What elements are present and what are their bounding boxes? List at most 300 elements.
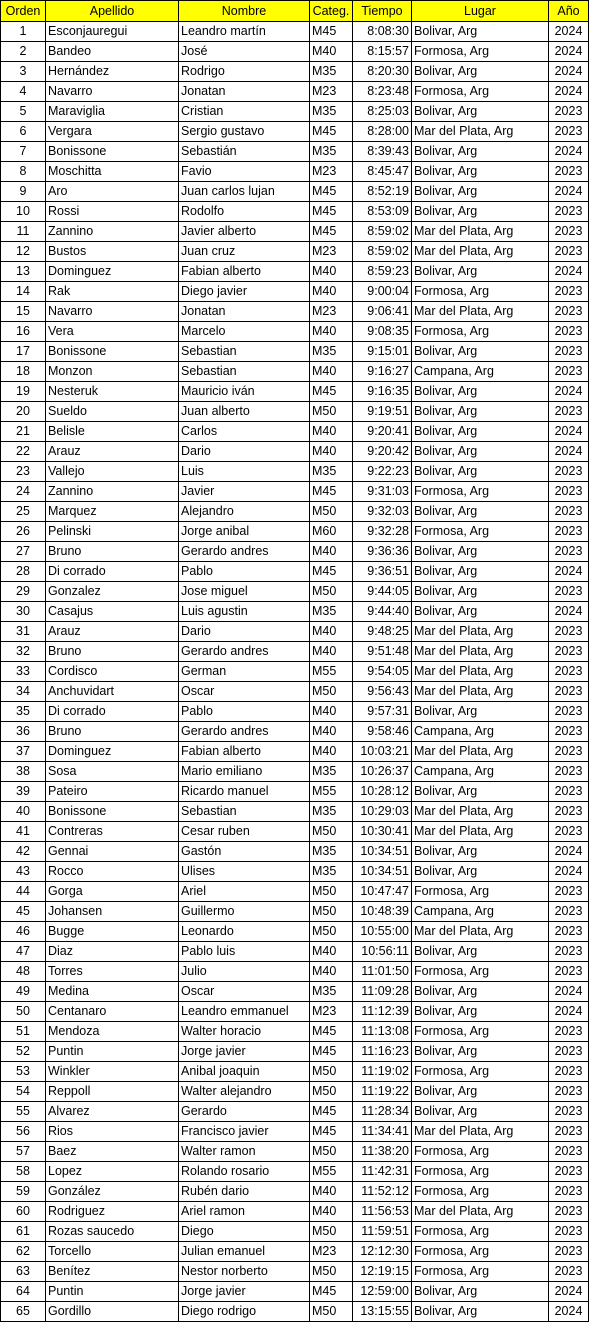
cell-apellido: Rocco xyxy=(46,862,179,882)
cell-anio: 2023 xyxy=(549,722,589,742)
cell-categoria: M40 xyxy=(310,742,353,762)
cell-nombre: Javier xyxy=(179,482,310,502)
cell-tiempo: 8:45:47 xyxy=(353,162,412,182)
table-row xyxy=(1,22,589,42)
table-row xyxy=(1,1242,589,1262)
cell-orden: 6 xyxy=(1,122,46,142)
cell-orden: 1 xyxy=(1,22,46,42)
cell-apellido: Winkler xyxy=(46,1062,179,1082)
cell-nombre: Nestor norberto xyxy=(179,1262,310,1282)
cell-tiempo: 10:34:51 xyxy=(353,842,412,862)
cell-tiempo: 9:44:40 xyxy=(353,602,412,622)
cell-nombre: Mauricio iván xyxy=(179,382,310,402)
cell-lugar: Bolivar, Arg xyxy=(412,842,549,862)
cell-tiempo: 12:59:00 xyxy=(353,1282,412,1302)
table-row xyxy=(1,322,589,342)
cell-apellido: Gennai xyxy=(46,842,179,862)
cell-orden: 38 xyxy=(1,762,46,782)
cell-apellido: Baez xyxy=(46,1142,179,1162)
cell-anio: 2023 xyxy=(549,222,589,242)
cell-categoria: M55 xyxy=(310,662,353,682)
cell-tiempo: 8:59:23 xyxy=(353,262,412,282)
cell-tiempo: 10:34:51 xyxy=(353,862,412,882)
cell-tiempo: 11:34:41 xyxy=(353,1122,412,1142)
cell-orden: 48 xyxy=(1,962,46,982)
cell-categoria: M40 xyxy=(310,322,353,342)
cell-orden: 63 xyxy=(1,1262,46,1282)
cell-apellido: Aro xyxy=(46,182,179,202)
cell-nombre: Julian emanuel xyxy=(179,1242,310,1262)
cell-categoria: M45 xyxy=(310,1102,353,1122)
cell-categoria: M23 xyxy=(310,242,353,262)
cell-orden: 39 xyxy=(1,782,46,802)
cell-lugar: Formosa, Arg xyxy=(412,1182,549,1202)
cell-lugar: Bolivar, Arg xyxy=(412,862,549,882)
table-row xyxy=(1,1162,589,1182)
cell-anio: 2024 xyxy=(549,382,589,402)
cell-tiempo: 10:48:39 xyxy=(353,902,412,922)
cell-anio: 2024 xyxy=(549,62,589,82)
cell-lugar: Bolivar, Arg xyxy=(412,182,549,202)
cell-tiempo: 13:15:55 xyxy=(353,1302,412,1322)
cell-orden: 13 xyxy=(1,262,46,282)
cell-anio: 2023 xyxy=(549,662,589,682)
cell-nombre: Leandro emmanuel xyxy=(179,1002,310,1022)
cell-categoria: M40 xyxy=(310,1182,353,1202)
cell-lugar: Campana, Arg xyxy=(412,762,549,782)
cell-anio: 2023 xyxy=(549,962,589,982)
cell-nombre: Sebastian xyxy=(179,362,310,382)
cell-apellido: González xyxy=(46,1182,179,1202)
cell-orden: 43 xyxy=(1,862,46,882)
cell-orden: 28 xyxy=(1,562,46,582)
cell-apellido: Benítez xyxy=(46,1262,179,1282)
cell-tiempo: 9:44:05 xyxy=(353,582,412,602)
table-row xyxy=(1,42,589,62)
cell-orden: 3 xyxy=(1,62,46,82)
cell-apellido: Bugge xyxy=(46,922,179,942)
cell-nombre: Jonatan xyxy=(179,82,310,102)
cell-categoria: M35 xyxy=(310,102,353,122)
table-row xyxy=(1,1302,589,1322)
cell-lugar: Bolivar, Arg xyxy=(412,422,549,442)
cell-orden: 24 xyxy=(1,482,46,502)
cell-orden: 60 xyxy=(1,1202,46,1222)
table-row xyxy=(1,342,589,362)
table-body xyxy=(1,22,589,1322)
cell-anio: 2023 xyxy=(549,942,589,962)
cell-categoria: M50 xyxy=(310,902,353,922)
cell-apellido: Marquez xyxy=(46,502,179,522)
cell-orden: 30 xyxy=(1,602,46,622)
cell-anio: 2023 xyxy=(549,462,589,482)
cell-apellido: Cordisco xyxy=(46,662,179,682)
cell-orden: 18 xyxy=(1,362,46,382)
cell-anio: 2024 xyxy=(549,262,589,282)
cell-nombre: Rubén dario xyxy=(179,1182,310,1202)
cell-nombre: Anibal joaquin xyxy=(179,1062,310,1082)
cell-anio: 2023 xyxy=(549,482,589,502)
table-row xyxy=(1,422,589,442)
cell-apellido: Di corrado xyxy=(46,562,179,582)
cell-orden: 51 xyxy=(1,1022,46,1042)
cell-categoria: M23 xyxy=(310,302,353,322)
table-row xyxy=(1,1042,589,1062)
cell-categoria: M35 xyxy=(310,762,353,782)
cell-nombre: Luis xyxy=(179,462,310,482)
table-row xyxy=(1,1082,589,1102)
table-row xyxy=(1,1142,589,1162)
cell-categoria: M35 xyxy=(310,342,353,362)
cell-tiempo: 9:06:41 xyxy=(353,302,412,322)
cell-apellido: Lopez xyxy=(46,1162,179,1182)
cell-nombre: Fabian alberto xyxy=(179,742,310,762)
cell-orden: 10 xyxy=(1,202,46,222)
cell-apellido: Rak xyxy=(46,282,179,302)
cell-tiempo: 11:01:50 xyxy=(353,962,412,982)
cell-apellido: Navarro xyxy=(46,302,179,322)
cell-nombre: Jorge anibal xyxy=(179,522,310,542)
table-row xyxy=(1,582,589,602)
cell-orden: 59 xyxy=(1,1182,46,1202)
cell-categoria: M45 xyxy=(310,562,353,582)
cell-anio: 2023 xyxy=(549,742,589,762)
cell-tiempo: 8:20:30 xyxy=(353,62,412,82)
cell-anio: 2023 xyxy=(549,342,589,362)
cell-apellido: Pateiro xyxy=(46,782,179,802)
cell-orden: 56 xyxy=(1,1122,46,1142)
table-row xyxy=(1,942,589,962)
cell-anio: 2024 xyxy=(549,982,589,1002)
cell-categoria: M40 xyxy=(310,722,353,742)
cell-lugar: Mar del Plata, Arg xyxy=(412,802,549,822)
table-row xyxy=(1,502,589,522)
cell-lugar: Bolivar, Arg xyxy=(412,942,549,962)
cell-nombre: Julio xyxy=(179,962,310,982)
cell-tiempo: 8:23:48 xyxy=(353,82,412,102)
cell-tiempo: 9:31:03 xyxy=(353,482,412,502)
cell-categoria: M40 xyxy=(310,1202,353,1222)
cell-nombre: Dario xyxy=(179,442,310,462)
cell-tiempo: 9:51:48 xyxy=(353,642,412,662)
cell-tiempo: 9:58:46 xyxy=(353,722,412,742)
cell-categoria: M50 xyxy=(310,922,353,942)
cell-nombre: Sebastián xyxy=(179,142,310,162)
table-row xyxy=(1,802,589,822)
table-row xyxy=(1,382,589,402)
cell-lugar: Bolivar, Arg xyxy=(412,582,549,602)
cell-lugar: Bolivar, Arg xyxy=(412,1042,549,1062)
cell-tiempo: 11:09:28 xyxy=(353,982,412,1002)
cell-tiempo: 8:28:00 xyxy=(353,122,412,142)
cell-anio: 2023 xyxy=(549,802,589,822)
table-row xyxy=(1,242,589,262)
cell-anio: 2023 xyxy=(549,1022,589,1042)
table-row xyxy=(1,722,589,742)
cell-nombre: José xyxy=(179,42,310,62)
cell-orden: 14 xyxy=(1,282,46,302)
table-row xyxy=(1,982,589,1002)
cell-categoria: M40 xyxy=(310,642,353,662)
cell-nombre: Diego xyxy=(179,1222,310,1242)
cell-apellido: Zannino xyxy=(46,222,179,242)
cell-tiempo: 9:22:23 xyxy=(353,462,412,482)
cell-categoria: M40 xyxy=(310,362,353,382)
cell-lugar: Formosa, Arg xyxy=(412,962,549,982)
cell-nombre: Gerardo andres xyxy=(179,542,310,562)
cell-anio: 2023 xyxy=(549,1102,589,1122)
cell-anio: 2023 xyxy=(549,1042,589,1062)
cell-orden: 42 xyxy=(1,842,46,862)
cell-anio: 2023 xyxy=(549,1182,589,1202)
cell-orden: 49 xyxy=(1,982,46,1002)
cell-nombre: Oscar xyxy=(179,682,310,702)
cell-apellido: Esconjauregui xyxy=(46,22,179,42)
cell-tiempo: 8:08:30 xyxy=(353,22,412,42)
table-row xyxy=(1,642,589,662)
cell-tiempo: 8:15:57 xyxy=(353,42,412,62)
cell-anio: 2023 xyxy=(549,642,589,662)
cell-anio: 2024 xyxy=(549,1302,589,1322)
table-row xyxy=(1,122,589,142)
cell-anio: 2023 xyxy=(549,362,589,382)
cell-anio: 2023 xyxy=(549,522,589,542)
cell-nombre: Luis agustin xyxy=(179,602,310,622)
table-row xyxy=(1,1022,589,1042)
cell-orden: 62 xyxy=(1,1242,46,1262)
table-row xyxy=(1,902,589,922)
cell-lugar: Formosa, Arg xyxy=(412,282,549,302)
cell-lugar: Mar del Plata, Arg xyxy=(412,1122,549,1142)
table-row xyxy=(1,62,589,82)
cell-lugar: Formosa, Arg xyxy=(412,322,549,342)
cell-nombre: Cesar ruben xyxy=(179,822,310,842)
cell-anio: 2024 xyxy=(549,1282,589,1302)
cell-anio: 2023 xyxy=(549,502,589,522)
cell-nombre: Jorge javier xyxy=(179,1282,310,1302)
table-row xyxy=(1,82,589,102)
header-apellido: Apellido xyxy=(46,1,179,22)
cell-tiempo: 11:38:20 xyxy=(353,1142,412,1162)
cell-orden: 26 xyxy=(1,522,46,542)
cell-lugar: Mar del Plata, Arg xyxy=(412,642,549,662)
cell-apellido: Vergara xyxy=(46,122,179,142)
cell-tiempo: 9:08:35 xyxy=(353,322,412,342)
header-tiempo: Tiempo xyxy=(353,1,412,22)
cell-orden: 21 xyxy=(1,422,46,442)
cell-tiempo: 11:16:23 xyxy=(353,1042,412,1062)
table-row xyxy=(1,162,589,182)
cell-tiempo: 12:12:30 xyxy=(353,1242,412,1262)
cell-tiempo: 8:25:03 xyxy=(353,102,412,122)
cell-apellido: Gorga xyxy=(46,882,179,902)
cell-lugar: Bolivar, Arg xyxy=(412,542,549,562)
table-row xyxy=(1,662,589,682)
cell-lugar: Bolivar, Arg xyxy=(412,782,549,802)
cell-apellido: Diaz xyxy=(46,942,179,962)
cell-orden: 64 xyxy=(1,1282,46,1302)
cell-anio: 2023 xyxy=(549,1242,589,1262)
cell-orden: 65 xyxy=(1,1302,46,1322)
cell-anio: 2024 xyxy=(549,442,589,462)
cell-tiempo: 11:19:22 xyxy=(353,1082,412,1102)
table-row xyxy=(1,1182,589,1202)
cell-lugar: Bolivar, Arg xyxy=(412,1002,549,1022)
cell-orden: 25 xyxy=(1,502,46,522)
cell-apellido: Di corrado xyxy=(46,702,179,722)
cell-categoria: M45 xyxy=(310,182,353,202)
cell-nombre: Carlos xyxy=(179,422,310,442)
cell-apellido: Nesteruk xyxy=(46,382,179,402)
cell-apellido: Rios xyxy=(46,1122,179,1142)
table-row xyxy=(1,482,589,502)
cell-apellido: Bruno xyxy=(46,642,179,662)
cell-apellido: Rossi xyxy=(46,202,179,222)
cell-nombre: Walter horacio xyxy=(179,1022,310,1042)
cell-orden: 34 xyxy=(1,682,46,702)
cell-anio: 2024 xyxy=(549,42,589,62)
cell-anio: 2023 xyxy=(549,1082,589,1102)
cell-anio: 2023 xyxy=(549,202,589,222)
table-row xyxy=(1,462,589,482)
cell-lugar: Formosa, Arg xyxy=(412,522,549,542)
cell-apellido: Reppoll xyxy=(46,1082,179,1102)
cell-categoria: M50 xyxy=(310,682,353,702)
cell-apellido: Anchuvidart xyxy=(46,682,179,702)
cell-lugar: Campana, Arg xyxy=(412,722,549,742)
cell-lugar: Bolivar, Arg xyxy=(412,62,549,82)
cell-apellido: Gonzalez xyxy=(46,582,179,602)
cell-tiempo: 11:52:12 xyxy=(353,1182,412,1202)
cell-orden: 52 xyxy=(1,1042,46,1062)
cell-tiempo: 9:15:01 xyxy=(353,342,412,362)
cell-orden: 61 xyxy=(1,1222,46,1242)
cell-anio: 2024 xyxy=(549,82,589,102)
cell-anio: 2023 xyxy=(549,822,589,842)
cell-lugar: Bolivar, Arg xyxy=(412,142,549,162)
cell-apellido: Vera xyxy=(46,322,179,342)
cell-tiempo: 9:57:31 xyxy=(353,702,412,722)
cell-orden: 2 xyxy=(1,42,46,62)
cell-lugar: Mar del Plata, Arg xyxy=(412,1202,549,1222)
cell-orden: 16 xyxy=(1,322,46,342)
cell-apellido: Dominguez xyxy=(46,262,179,282)
table-row xyxy=(1,362,589,382)
table-row xyxy=(1,822,589,842)
table-row xyxy=(1,402,589,422)
cell-tiempo: 8:53:09 xyxy=(353,202,412,222)
cell-orden: 23 xyxy=(1,462,46,482)
cell-orden: 7 xyxy=(1,142,46,162)
cell-categoria: M45 xyxy=(310,1042,353,1062)
cell-lugar: Mar del Plata, Arg xyxy=(412,622,549,642)
cell-anio: 2023 xyxy=(549,1262,589,1282)
cell-categoria: M23 xyxy=(310,82,353,102)
cell-nombre: Leonardo xyxy=(179,922,310,942)
cell-apellido: Bonissone xyxy=(46,342,179,362)
header-orden: Orden xyxy=(1,1,46,22)
cell-categoria: M35 xyxy=(310,462,353,482)
cell-apellido: Bruno xyxy=(46,542,179,562)
cell-apellido: Bonissone xyxy=(46,142,179,162)
cell-tiempo: 10:03:21 xyxy=(353,742,412,762)
cell-anio: 2024 xyxy=(549,862,589,882)
cell-orden: 35 xyxy=(1,702,46,722)
cell-anio: 2023 xyxy=(549,702,589,722)
cell-orden: 57 xyxy=(1,1142,46,1162)
cell-lugar: Bolivar, Arg xyxy=(412,1302,549,1322)
cell-tiempo: 11:19:02 xyxy=(353,1062,412,1082)
cell-tiempo: 10:30:41 xyxy=(353,822,412,842)
cell-categoria: M45 xyxy=(310,122,353,142)
table-row xyxy=(1,102,589,122)
cell-apellido: Sosa xyxy=(46,762,179,782)
cell-nombre: Pablo luis xyxy=(179,942,310,962)
cell-anio: 2023 xyxy=(549,322,589,342)
cell-lugar: Bolivar, Arg xyxy=(412,1102,549,1122)
cell-nombre: Diego rodrigo xyxy=(179,1302,310,1322)
cell-anio: 2023 xyxy=(549,1162,589,1182)
cell-nombre: Pablo xyxy=(179,702,310,722)
table-row xyxy=(1,1202,589,1222)
cell-orden: 37 xyxy=(1,742,46,762)
cell-orden: 40 xyxy=(1,802,46,822)
cell-categoria: M40 xyxy=(310,702,353,722)
cell-categoria: M35 xyxy=(310,982,353,1002)
cell-categoria: M35 xyxy=(310,802,353,822)
table-row xyxy=(1,782,589,802)
cell-nombre: Juan carlos lujan xyxy=(179,182,310,202)
cell-apellido: Bonissone xyxy=(46,802,179,822)
cell-orden: 53 xyxy=(1,1062,46,1082)
cell-anio: 2023 xyxy=(549,1062,589,1082)
cell-apellido: Arauz xyxy=(46,442,179,462)
cell-apellido: Vallejo xyxy=(46,462,179,482)
cell-categoria: M45 xyxy=(310,22,353,42)
cell-lugar: Mar del Plata, Arg xyxy=(412,922,549,942)
table-row xyxy=(1,142,589,162)
cell-categoria: M40 xyxy=(310,542,353,562)
cell-anio: 2023 xyxy=(549,542,589,562)
cell-anio: 2024 xyxy=(549,142,589,162)
cell-lugar: Bolivar, Arg xyxy=(412,702,549,722)
cell-lugar: Bolivar, Arg xyxy=(412,262,549,282)
cell-tiempo: 8:59:02 xyxy=(353,222,412,242)
table-row xyxy=(1,882,589,902)
cell-orden: 17 xyxy=(1,342,46,362)
header-lugar: Lugar xyxy=(412,1,549,22)
cell-lugar: Formosa, Arg xyxy=(412,1162,549,1182)
cell-categoria: M50 xyxy=(310,1302,353,1322)
cell-anio: 2023 xyxy=(549,122,589,142)
cell-tiempo: 8:52:19 xyxy=(353,182,412,202)
cell-tiempo: 9:00:04 xyxy=(353,282,412,302)
cell-lugar: Bolivar, Arg xyxy=(412,382,549,402)
table-row xyxy=(1,842,589,862)
cell-orden: 12 xyxy=(1,242,46,262)
cell-apellido: Alvarez xyxy=(46,1102,179,1122)
table-row xyxy=(1,262,589,282)
table-row xyxy=(1,962,589,982)
cell-orden: 36 xyxy=(1,722,46,742)
table-row xyxy=(1,1062,589,1082)
cell-lugar: Bolivar, Arg xyxy=(412,982,549,1002)
cell-apellido: Pelinski xyxy=(46,522,179,542)
cell-anio: 2023 xyxy=(549,782,589,802)
cell-anio: 2023 xyxy=(549,582,589,602)
cell-categoria: M55 xyxy=(310,1162,353,1182)
cell-orden: 8 xyxy=(1,162,46,182)
